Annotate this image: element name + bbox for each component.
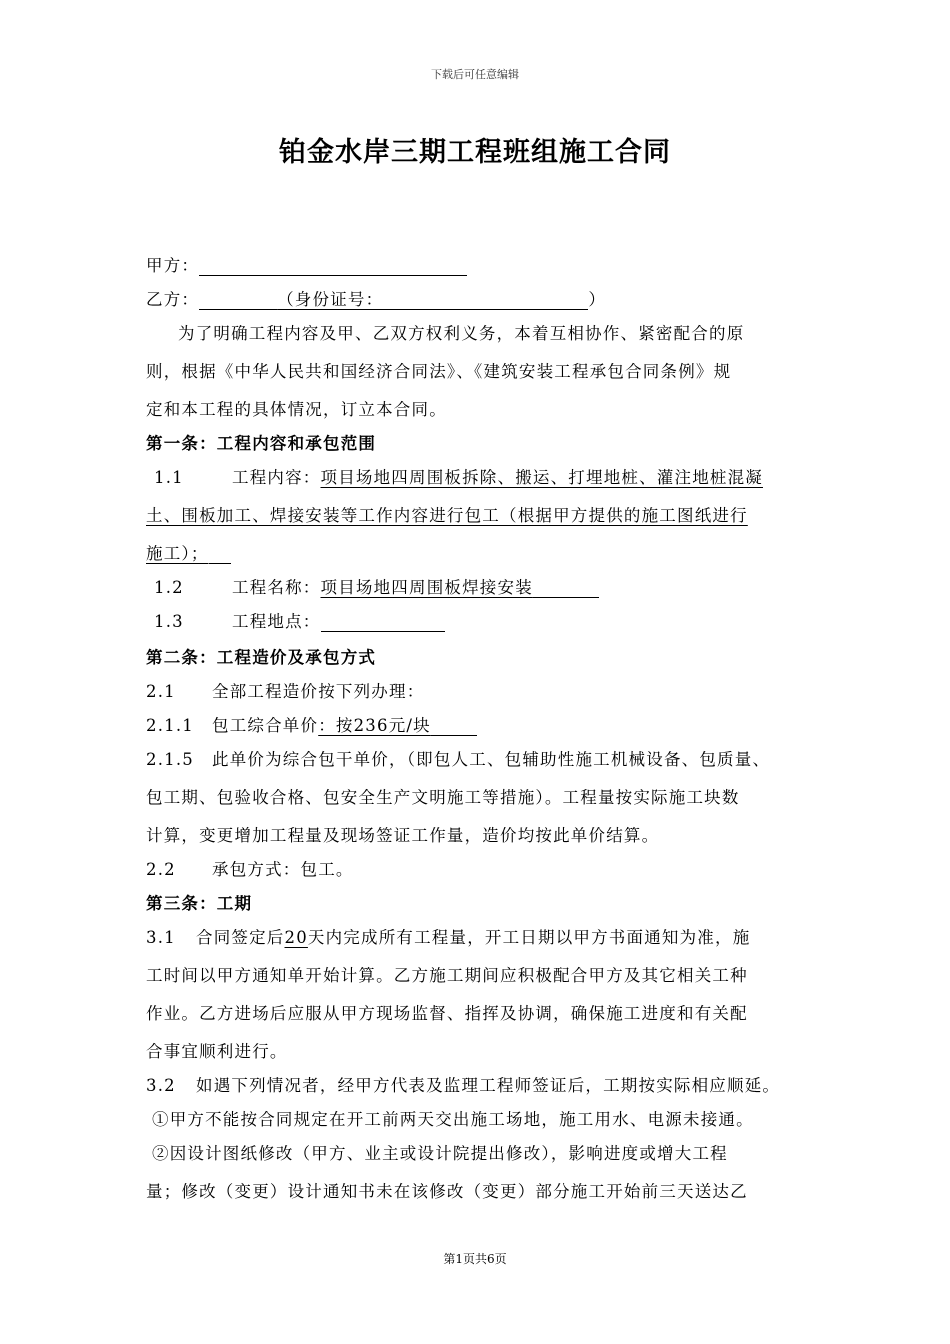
clause-1-1-text-2: 土、围板加工、焊接安装等工作内容进行包工（根据甲方提供的施工图纸进行 <box>146 506 748 525</box>
clause-2-1-1-value: ：按236元/块 <box>318 716 431 735</box>
clause-2-1-5-number: 2.1.5 <box>146 750 194 769</box>
clause-1-1-number: 1.1 <box>154 468 184 487</box>
clause-3-2-line <box>146 1076 780 1096</box>
clause-1-1-line-1 <box>154 468 763 488</box>
clause-2-1-1-label: 包工综合单价 <box>212 716 319 735</box>
party-a-blank <box>199 257 467 276</box>
party-b-id-blank <box>383 291 588 310</box>
clause-1-3-blank <box>321 613 445 632</box>
clause-2-1-1-line <box>146 716 477 736</box>
clause-3-1-line-1 <box>146 928 750 948</box>
clause-2-1-1-number: 2.1.1 <box>146 716 194 735</box>
clause-2-2-line <box>146 860 354 880</box>
party-b-id-close: ） <box>588 290 607 309</box>
party-b-label: 乙方： <box>146 290 200 309</box>
clause-1-1-line-3 <box>146 544 231 564</box>
clause-1-2-line <box>154 578 599 598</box>
clause-2-2-text: 承包方式：包工。 <box>212 860 354 879</box>
clause-3-1-text-4: 合事宜顺利进行。 <box>146 1042 288 1061</box>
clause-3-2-item-2-line-2: 量；修改（变更）设计通知书未在该修改（变更）部分施工开始前三天送达乙 <box>146 1182 748 1201</box>
header-note: 下载后可任意编辑 <box>431 68 519 81</box>
party-b-name-blank <box>199 291 277 310</box>
clause-1-3-number: 1.3 <box>154 612 184 631</box>
clause-1-2-label: 工程名称： <box>232 578 321 597</box>
clause-1-2-blank <box>533 579 599 598</box>
party-a-label: 甲方： <box>146 256 200 275</box>
clause-1-1-text-1: 项目场地四周围板拆除、搬运、打埋地桩、灌注地桩混凝 <box>320 468 763 487</box>
clause-2-1-text: 全部工程造价按下列办理： <box>212 682 425 701</box>
party-b-id-label: （身份证号： <box>277 290 384 309</box>
clause-2-1-1-blank <box>431 717 477 736</box>
clause-1-1-label: 工程内容： <box>232 468 321 487</box>
clause-2-1-5-text-2: 包工期、包验收合格、包安全生产文明施工等措施）。工程量按实际施工块数 <box>146 788 740 807</box>
article-3-heading: 第三条：工期 <box>146 894 253 913</box>
clause-3-1-post: 天内完成所有工程量，开工日期以甲方书面通知为准，施 <box>307 928 751 947</box>
clause-3-2-item-1: ①甲方不能按合同规定在开工前两天交出施工场地，施工用水、电源未接通。 <box>152 1110 754 1129</box>
clause-2-1-5-line-1 <box>146 750 770 770</box>
clause-2-1-number: 2.1 <box>146 682 176 701</box>
clause-3-1-pre: 合同签定后 <box>196 928 285 947</box>
clause-2-1-5-text-3: 计算，变更增加工程量及现场签证工作量，造价均按此单价结算。 <box>146 826 660 845</box>
intro-line-3: 定和本工程的具体情况，订立本合同。 <box>146 400 447 419</box>
party-b-line <box>146 290 606 310</box>
clause-1-2-number: 1.2 <box>154 578 184 597</box>
clause-3-1-number: 3.1 <box>146 928 176 947</box>
clause-2-1-5-text-1: 此单价为综合包干单价，（即包人工、包辅助性施工机械设备、包质量、 <box>212 750 771 769</box>
intro-line-2: 则，根据《中华人民共和国经济合同法》、《建筑安装工程承包合同条例》规 <box>146 362 732 381</box>
party-a-line <box>146 256 467 276</box>
clause-3-1-days: 20 <box>284 928 308 947</box>
clause-2-1-line <box>146 682 424 702</box>
clause-3-2-item-2-line-1: ②因设计图纸修改（甲方、业主或设计院提出修改），影响进度或增大工程 <box>152 1144 728 1163</box>
clause-3-1-text-2: 工时间以甲方通知单开始计算。乙方施工期间应积极配合甲方及其它相关工种 <box>146 966 748 985</box>
clause-3-2-number: 3.2 <box>146 1076 176 1095</box>
clause-1-1-text-3: 施工）； <box>146 544 209 563</box>
article-2-heading: 第二条：工程造价及承包方式 <box>146 648 377 667</box>
page-footer: 第1页共6页 <box>443 1252 507 1266</box>
clause-1-2-value: 项目场地四周围板焊接安装 <box>320 578 533 597</box>
clause-3-1-text-3: 作业。乙方进场后应服从甲方现场监督、指挥及协调，确保施工进度和有关配 <box>146 1004 748 1023</box>
clause-1-3-label: 工程地点： <box>232 612 321 631</box>
clause-1-1-blank <box>209 545 231 564</box>
article-1-heading: 第一条：工程内容和承包范围 <box>146 434 377 453</box>
document-title: 铂金水岸三期工程班组施工合同 <box>279 137 671 168</box>
clause-1-3-line <box>154 612 445 632</box>
clause-2-2-number: 2.2 <box>146 860 176 879</box>
clause-3-2-text: 如遇下列情况者，经甲方代表及监理工程师签证后，工期按实际相应顺延。 <box>196 1076 781 1095</box>
intro-line-1: 为了明确工程内容及甲、乙双方权利义务，本着互相协作、紧密配合的原 <box>178 324 745 343</box>
